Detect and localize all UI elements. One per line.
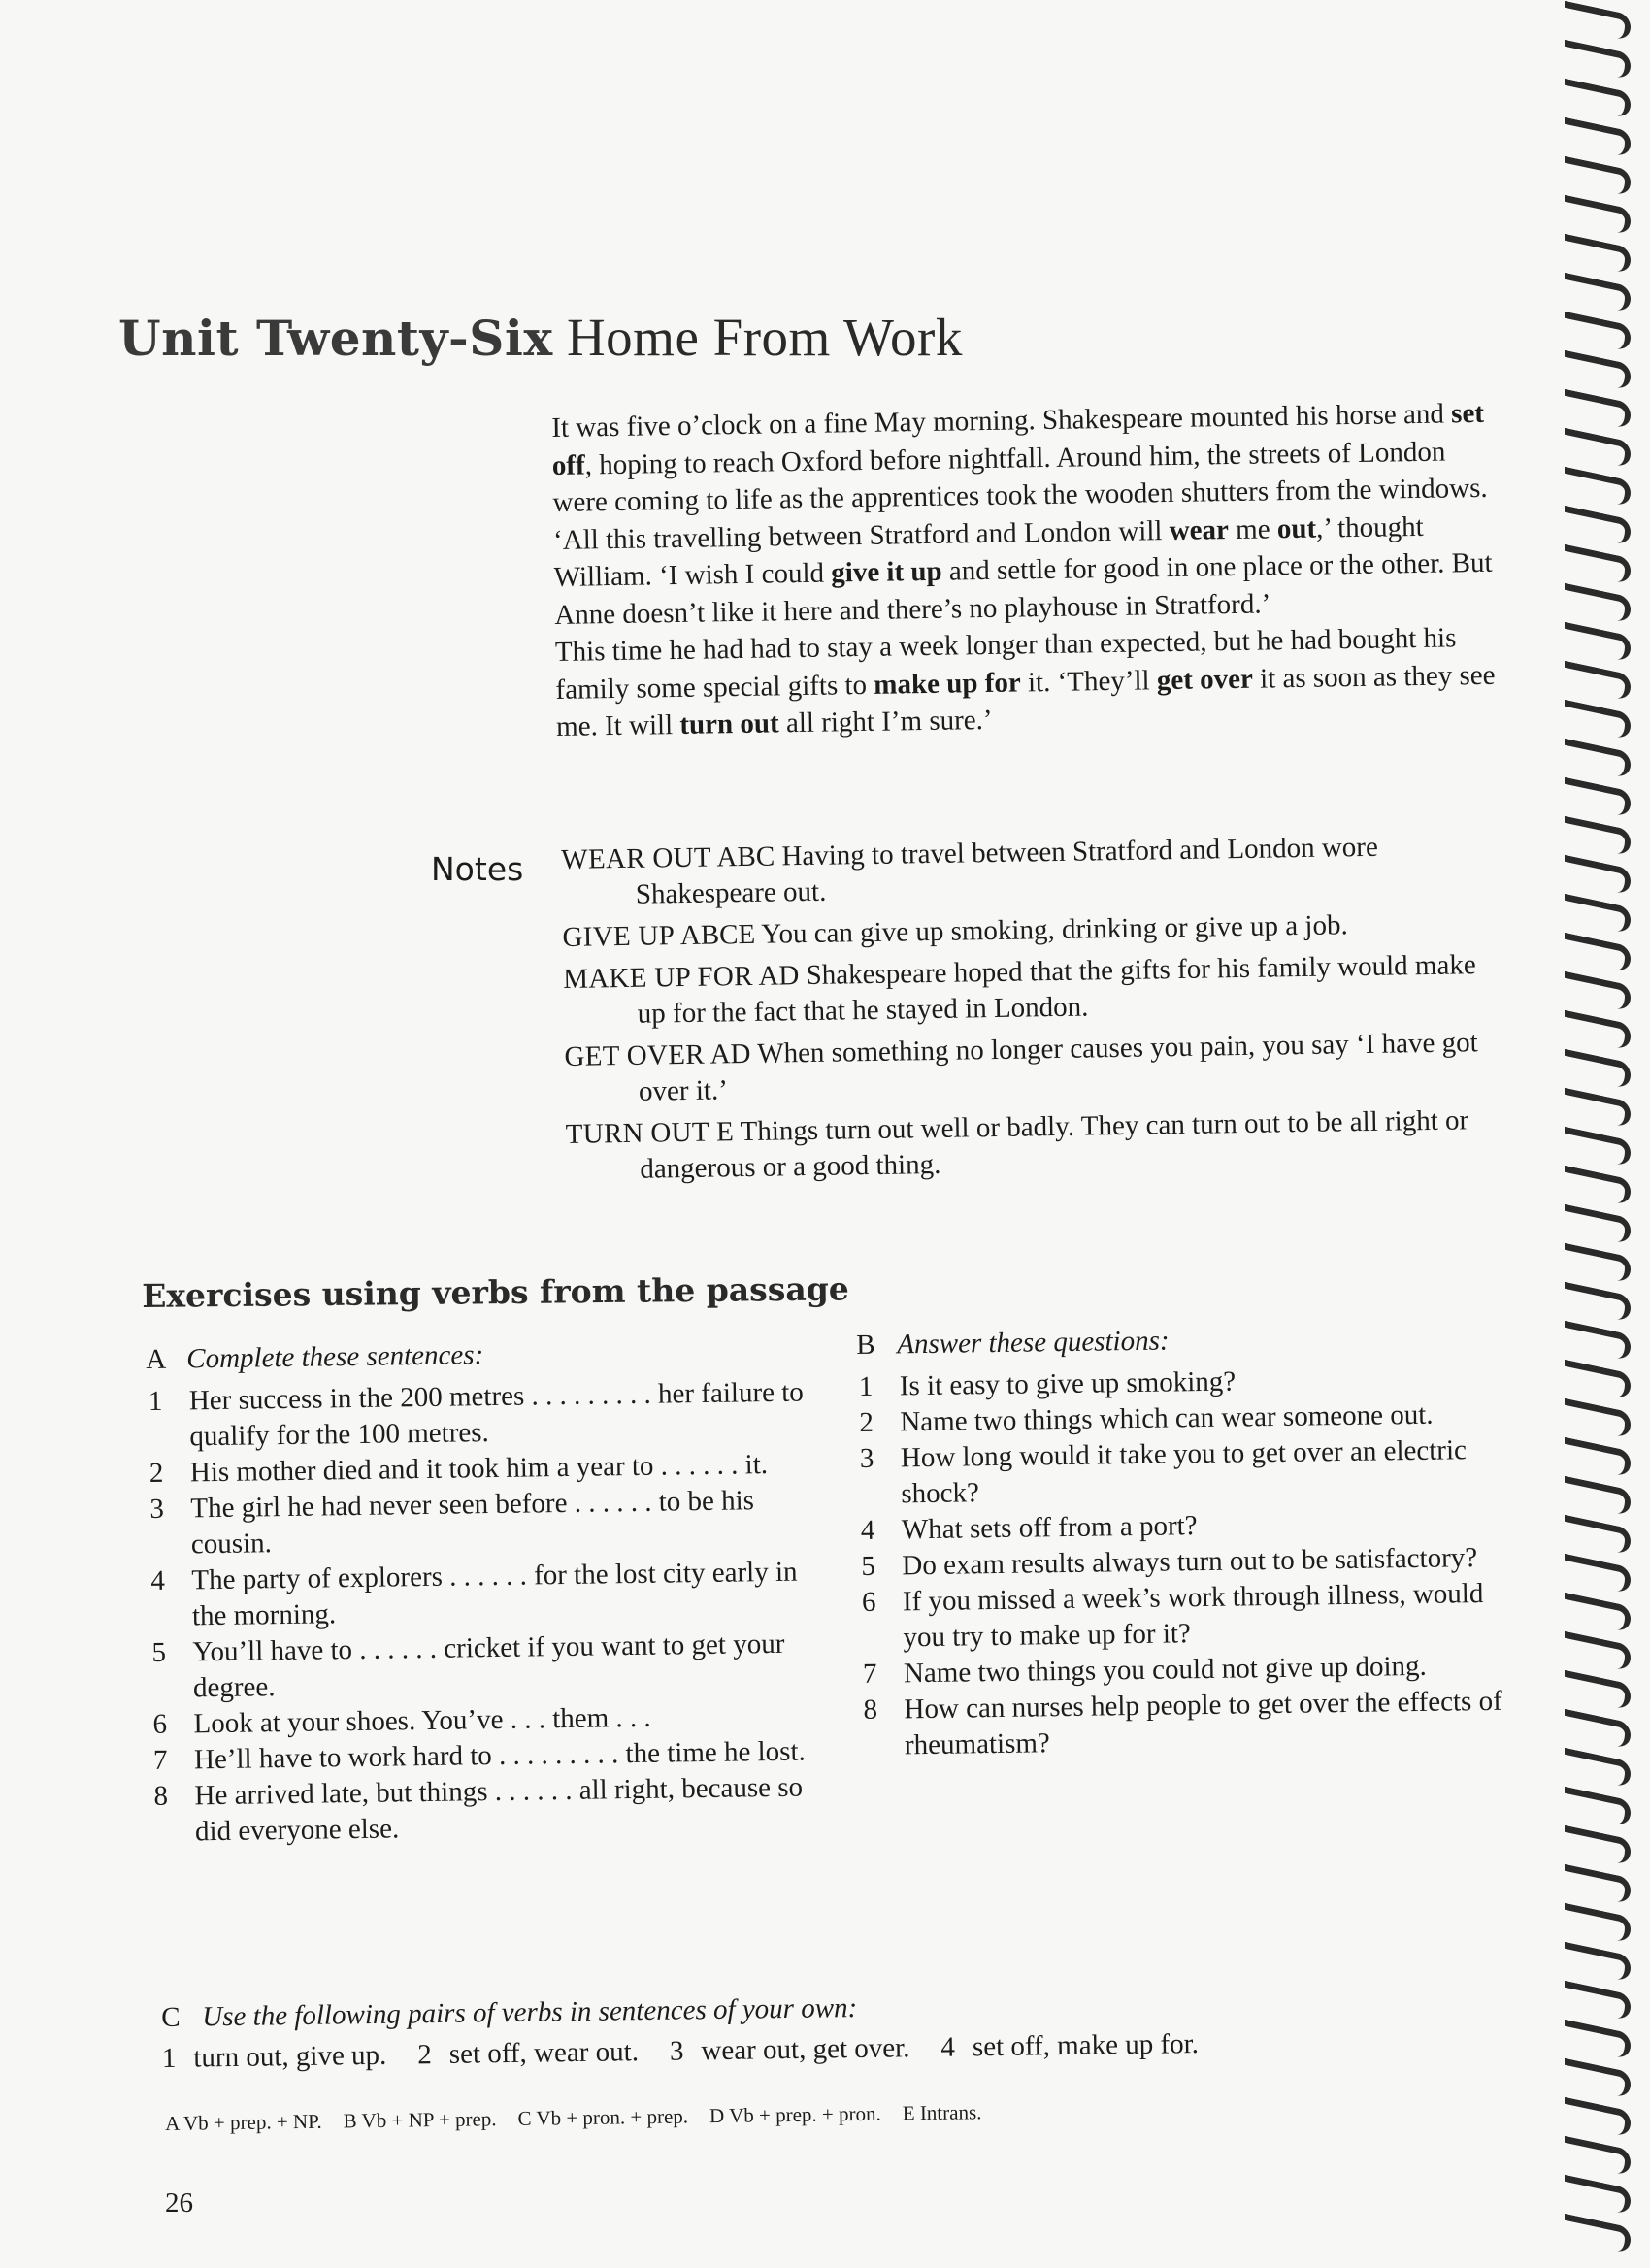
item-number: 3 xyxy=(149,1493,165,1525)
passage-text: and settle for good in one place or the other. But Anne doesn’t like it here and there’s no playhouse in Stratford.’ xyxy=(554,546,1493,631)
phrasal-verb: make up for xyxy=(874,666,1021,701)
item-text: He arrived late, but things . . . . . . all right, because so did everyone else. xyxy=(194,1771,804,1848)
note-text: You can give up smoking, drinking or give up a job. xyxy=(761,909,1348,950)
binding-coil xyxy=(1565,622,1631,662)
passage-text: it as soon as they see me. It will xyxy=(555,659,1496,742)
binding-coil xyxy=(1565,1787,1631,1826)
exercise-a-item xyxy=(151,1769,812,1850)
exercise-b-item xyxy=(858,1431,1519,1512)
exercise-a-item xyxy=(148,1482,808,1562)
binding-coil xyxy=(1565,971,1631,1011)
exercise-a-item xyxy=(147,1375,808,1456)
exercise-a-letter: A xyxy=(146,1343,167,1375)
item-text: He’ll have to work hard to . . . . . . . . . the time he lost. xyxy=(193,1735,807,1776)
passage-paragraph xyxy=(553,507,1497,634)
legend-item: A Vb + prep. + NP. xyxy=(165,2109,322,2135)
note-text: Shakespeare hoped that the gifts for his family would make up for the fact that he stayed in London. xyxy=(637,949,1476,1030)
verb-pair xyxy=(670,2027,910,2071)
item-number: 3 xyxy=(859,1442,874,1474)
exercise-b-letter: B xyxy=(856,1329,875,1361)
binding-coil xyxy=(1565,1864,1631,1904)
binding-coil xyxy=(1565,2175,1631,2215)
binding-coil xyxy=(1565,933,1631,972)
binding-coil xyxy=(1565,1515,1631,1555)
note-item xyxy=(563,947,1496,1034)
item-text: What sets off from a port? xyxy=(901,1510,1198,1546)
note-text: Having to travel between Stratford and London wore Shakespeare out. xyxy=(635,831,1379,910)
note-text: When something no longer causes you pain, you say ‘I have got over it.’ xyxy=(638,1027,1478,1107)
note-item xyxy=(564,1025,1497,1111)
exercise-c-letter: C xyxy=(161,2001,181,2033)
verb-pair xyxy=(162,2035,387,2079)
exercise-a-list xyxy=(147,1375,813,1851)
binding-coil xyxy=(1565,1670,1631,1710)
note-item xyxy=(565,1102,1498,1189)
reading-passage xyxy=(551,395,1498,746)
binding-coil xyxy=(1565,1942,1631,1982)
binding-coil xyxy=(1565,1631,1631,1671)
binding-coil xyxy=(1565,1981,1631,2021)
binding-coil xyxy=(1565,1593,1631,1632)
binding-coil xyxy=(1565,739,1631,778)
exercises-heading: Exercises using verbs from the passage xyxy=(142,1269,850,1315)
exercise-a-item xyxy=(149,1626,810,1706)
binding-coil xyxy=(1565,2097,1631,2137)
item-text: His mother died and it took him a year to . . . . . . it. xyxy=(189,1449,769,1489)
binding-coil xyxy=(1565,156,1631,196)
item-number: 4 xyxy=(150,1564,166,1596)
item-number: 7 xyxy=(862,1658,877,1690)
item-text: Name two things you could not give up doing. xyxy=(903,1650,1428,1690)
binding-coil xyxy=(1565,1321,1631,1361)
passage-text: all right I’m sure.’ xyxy=(778,704,993,740)
binding-coil xyxy=(1565,1554,1631,1594)
unit-name: Home From Work xyxy=(566,308,963,367)
pair-text: turn out, give up. xyxy=(193,2039,387,2074)
note-code: E xyxy=(715,1116,735,1148)
passage-text: ,’ thought William. ‘I wish I could xyxy=(553,510,1424,593)
item-text: If you missed a week’s work through illness, would you try to make up for it? xyxy=(902,1578,1484,1654)
item-text: You’ll have to . . . . . . cricket if you want to get your degree. xyxy=(192,1627,785,1704)
item-text: How can nurses help people to get over the effects of rheumatism? xyxy=(904,1685,1502,1761)
binding-coil xyxy=(1565,583,1631,623)
phrasal-verb: set off xyxy=(551,397,1485,481)
binding-coil xyxy=(1565,816,1631,856)
note-verb: TURN OUT xyxy=(565,1116,710,1150)
passage-text: It was five o’clock on a fine May morning. Shakespeare mounted his horse and xyxy=(551,398,1452,444)
legend-item: B Vb + NP + prep. xyxy=(343,2107,497,2133)
phrasal-verb: turn out xyxy=(679,707,779,740)
note-item xyxy=(561,828,1494,914)
pair-text: set off, make up for. xyxy=(972,2028,1200,2063)
note-verb: MAKE UP FOR xyxy=(562,960,754,995)
binding-coil xyxy=(1565,1360,1631,1399)
binding-coil xyxy=(1565,1903,1631,1943)
pair-number: 3 xyxy=(669,2035,684,2067)
binding-coil xyxy=(1565,273,1631,312)
note-verb: GET OVER xyxy=(564,1038,706,1072)
item-number: 7 xyxy=(152,1744,168,1776)
binding-coil xyxy=(1565,350,1631,390)
phrasal-verb: out xyxy=(1276,512,1317,544)
item-number: 6 xyxy=(152,1708,168,1740)
exercise-c xyxy=(161,1978,1521,2079)
unit-title xyxy=(118,307,963,368)
note-verb: GIVE UP xyxy=(562,920,676,953)
pair-number: 4 xyxy=(940,2031,956,2063)
note-text: Things turn out well or badly. They can turn out to be all right or dangerous or a good thing. xyxy=(640,1104,1469,1185)
binding-coil xyxy=(1565,1398,1631,1438)
exercise-c-instruction: C Use the following pairs of verbs in sentences of your own: xyxy=(161,1978,1520,2038)
note-code: AD xyxy=(710,1037,751,1070)
exercise-a-item xyxy=(148,1554,809,1634)
binding-coil xyxy=(1565,2020,1631,2059)
passage-text: ‘All this travelling between Stratford and London will xyxy=(552,514,1170,556)
binding-coil xyxy=(1565,1010,1631,1050)
item-text: The party of explorers . . . . . . for the lost city early in the morning. xyxy=(191,1556,798,1632)
exercise-a-instruction: A Complete these sentences: xyxy=(146,1333,806,1378)
phrasal-verb: wear xyxy=(1169,513,1230,546)
binding-coil xyxy=(1565,389,1631,429)
binding-coil xyxy=(1565,1709,1631,1749)
binding-coil xyxy=(1565,777,1631,817)
page-number: 26 xyxy=(165,2187,193,2219)
exercise-b-item xyxy=(861,1683,1522,1763)
legend-item: C Vb + pron. + prep. xyxy=(517,2104,689,2130)
verb-pair xyxy=(940,2023,1199,2068)
binding-coil xyxy=(1565,1825,1631,1865)
verb-pair xyxy=(417,2031,639,2075)
item-text: Is it easy to give up smoking? xyxy=(899,1365,1237,1402)
passage-paragraph xyxy=(551,395,1495,522)
binding-coil xyxy=(1565,40,1631,80)
exercise-b xyxy=(856,1319,1522,1764)
binding-coil xyxy=(1565,1049,1631,1089)
pair-text: set off, wear out. xyxy=(448,2036,640,2070)
spiral-binding xyxy=(1565,0,1633,2268)
passage-text: me xyxy=(1228,512,1278,545)
binding-coil xyxy=(1565,700,1631,740)
binding-coil xyxy=(1565,1088,1631,1128)
phrasal-verb: give it up xyxy=(830,555,942,589)
binding-coil xyxy=(1565,894,1631,934)
item-number: 8 xyxy=(863,1693,878,1726)
legend-item: D Vb + prep. + pron. xyxy=(709,2101,881,2128)
binding-coil xyxy=(1565,1204,1631,1244)
binding-coil xyxy=(1565,2214,1631,2253)
exercise-a xyxy=(146,1333,812,1851)
binding-coil xyxy=(1565,234,1631,274)
grammar-legend xyxy=(165,2100,1004,2136)
exercise-b-item xyxy=(860,1575,1521,1656)
unit-number: Unit Twenty-Six xyxy=(118,310,553,367)
binding-coil xyxy=(1565,1476,1631,1516)
note-code: ABC xyxy=(716,840,776,873)
binding-coil xyxy=(1565,428,1631,468)
binding-coil xyxy=(1565,1,1631,41)
passage-text: , hoping to reach Oxford before nightfall. Around him, the streets of London were coming to life as the apprentices took the wooden shutters from the windows. xyxy=(552,436,1488,518)
item-number: 1 xyxy=(148,1385,163,1417)
item-text: Do exam results always turn out to be satisfactory? xyxy=(902,1542,1478,1582)
item-number: 2 xyxy=(148,1457,164,1489)
binding-coil xyxy=(1565,544,1631,584)
binding-coil xyxy=(1565,1166,1631,1205)
binding-coil xyxy=(1565,117,1631,157)
item-number: 4 xyxy=(860,1514,875,1546)
note-code: ABCE xyxy=(679,918,756,952)
item-text: How long would it take you to get over an electric shock? xyxy=(900,1434,1468,1510)
binding-coil xyxy=(1565,661,1631,701)
exercise-b-instruction: B Answer these questions: xyxy=(856,1319,1516,1364)
pair-text: wear out, get over. xyxy=(701,2032,910,2067)
phrasal-verb: get over xyxy=(1156,663,1254,696)
item-number: 5 xyxy=(151,1636,167,1668)
binding-coil xyxy=(1565,467,1631,507)
passage-text: This time he had had to stay a week longer than expected, but he had bought his family some special gifts to xyxy=(554,622,1457,706)
binding-coil xyxy=(1565,1243,1631,1283)
binding-coil xyxy=(1565,1437,1631,1477)
pair-number: 2 xyxy=(417,2039,433,2071)
note-verb: WEAR OUT xyxy=(561,841,712,875)
binding-coil xyxy=(1565,2058,1631,2098)
notes-list xyxy=(561,828,1499,1195)
item-text: Name two things which can wear someone out. xyxy=(900,1398,1434,1438)
binding-coil xyxy=(1565,312,1631,351)
item-text: The girl he had never seen before . . . . . . to be his cousin. xyxy=(190,1485,755,1561)
binding-coil xyxy=(1565,855,1631,895)
item-number: 1 xyxy=(858,1370,874,1402)
binding-coil xyxy=(1565,506,1631,545)
binding-coil xyxy=(1565,1282,1631,1322)
pair-number: 1 xyxy=(161,2042,177,2074)
passage-paragraph xyxy=(555,619,1499,746)
item-number: 8 xyxy=(153,1780,169,1812)
binding-coil xyxy=(1565,1127,1631,1167)
passage-text: it. ‘They’ll xyxy=(1020,664,1158,698)
item-text: Her success in the 200 metres . . . . . . . . . her failure to qualify for the 100 metres. xyxy=(188,1376,805,1453)
note-code: AD xyxy=(758,960,800,992)
notes-label: Notes xyxy=(431,850,524,888)
legend-item: E Intrans. xyxy=(902,2100,982,2125)
item-number: 5 xyxy=(861,1550,876,1582)
binding-coil xyxy=(1565,195,1631,235)
binding-coil xyxy=(1565,79,1631,118)
exercise-b-list xyxy=(857,1361,1523,1764)
binding-coil xyxy=(1565,2136,1631,2176)
binding-coil xyxy=(1565,1748,1631,1788)
item-number: 2 xyxy=(859,1406,874,1438)
item-number: 6 xyxy=(861,1586,876,1618)
item-text: Look at your shoes. You’ve . . . them . . . xyxy=(193,1701,651,1740)
